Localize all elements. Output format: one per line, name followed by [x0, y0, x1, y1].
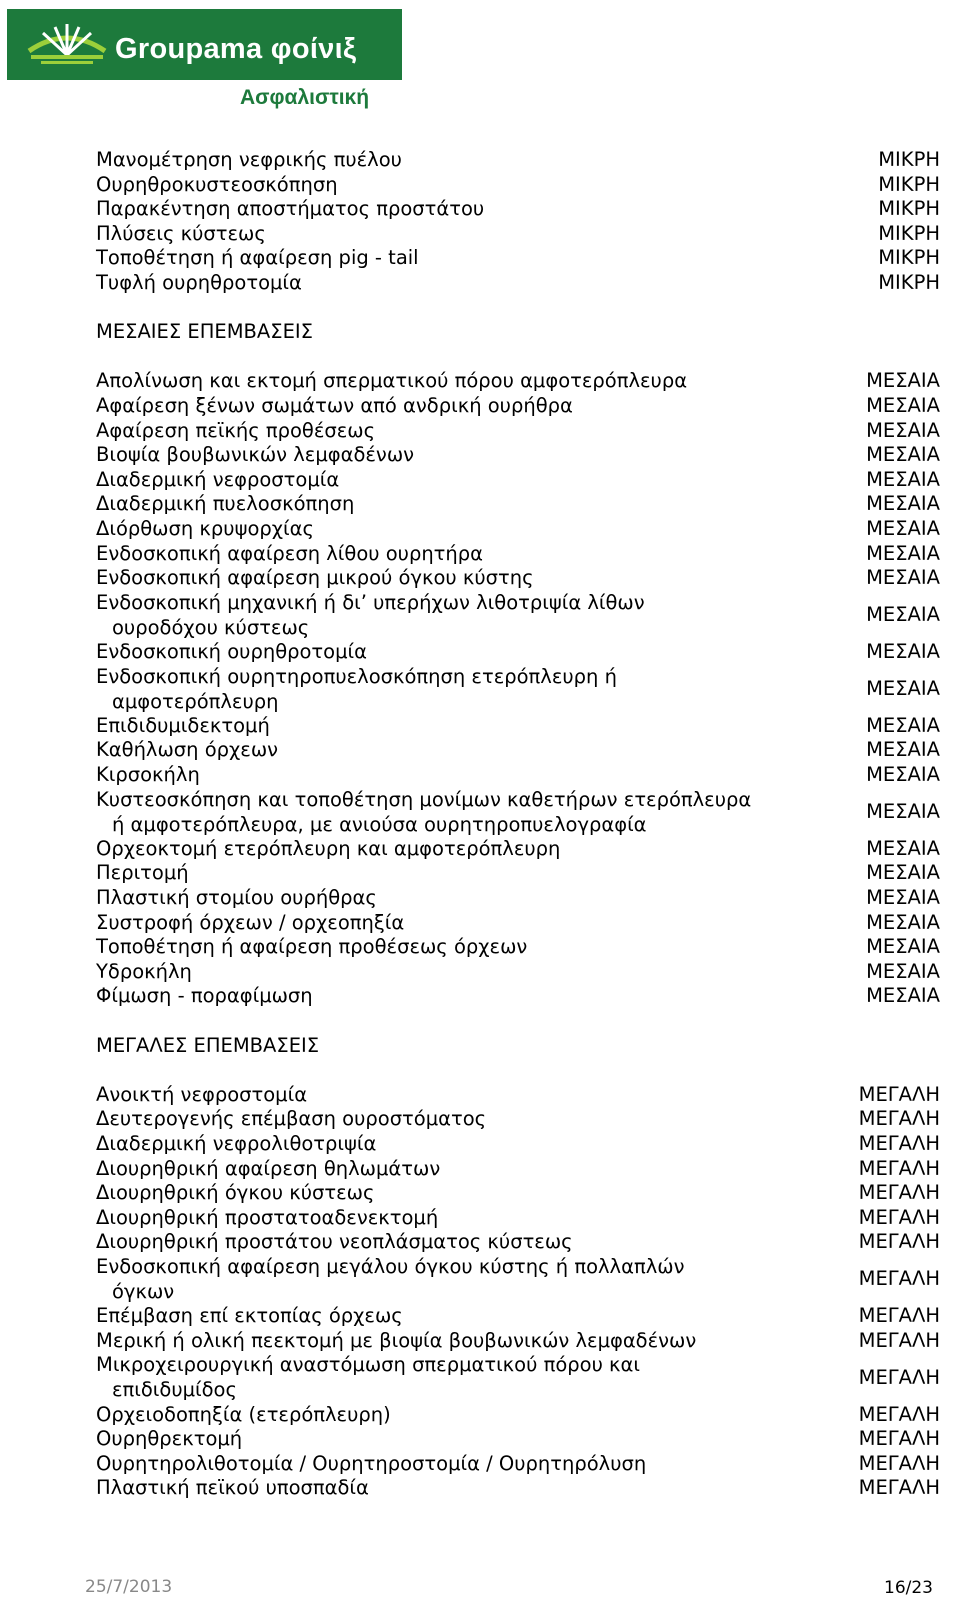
procedure-row — [96, 467, 956, 492]
procedure-name-line: Φίμωση - ποραφίμωση — [96, 984, 313, 1008]
procedure-row — [96, 860, 956, 885]
procedure-name-line: Μερική ή ολική πεεκτομή με βιοψία βουβωνικών λεμφαδένων — [96, 1328, 697, 1352]
procedure-name-line: Επέμβαση επί εκτοπίας όρχεως — [96, 1304, 403, 1328]
sun-logo-icon — [27, 21, 107, 67]
procedure-name — [96, 1156, 776, 1181]
procedure-name — [96, 664, 776, 714]
procedure-name-line: Ουρηθρεκτομή — [96, 1427, 243, 1451]
severity-category: ΜΕΣΑΙΑ — [866, 467, 940, 491]
procedure-name — [96, 221, 776, 246]
procedure-name — [96, 983, 776, 1008]
severity-category: ΜΕΣΑΙΑ — [866, 713, 940, 737]
procedure-name — [96, 442, 776, 467]
procedure-name-line: Διαδερμική νεφροστομία — [96, 467, 340, 491]
procedure-name-line: Ενδοσκοπική ουρητηροπυελοσκόπηση ετερόπλευρη ή — [96, 664, 617, 688]
procedure-row — [96, 910, 956, 935]
procedure-name — [96, 1402, 776, 1427]
severity-category: ΜΕΓΑΛΗ — [858, 1476, 940, 1500]
procedure-name — [96, 959, 776, 984]
procedure-row — [96, 1303, 956, 1328]
procedure-name-line: Δευτερογενής επέμβαση ουροστόματος — [96, 1107, 487, 1131]
procedure-row — [96, 1156, 956, 1181]
procedure-name — [96, 1229, 776, 1254]
severity-category: ΜΕΣΑΙΑ — [866, 763, 940, 786]
procedure-row — [96, 590, 956, 639]
procedure-row — [96, 885, 956, 910]
severity-category: ΜΕΓΑΛΗ — [858, 1181, 940, 1205]
procedure-name-line: Αφαίρεση ξένων σωμάτων από ανδρική ουρήθρα — [96, 394, 573, 417]
severity-category: ΜΕΣΑΙΑ — [866, 443, 940, 467]
procedure-name-line: Κυστεοσκόπηση και τοποθέτηση μονίμων καθετήρων ετερόπλευρα — [96, 787, 752, 811]
severity-category: ΜΕΣΑΙΑ — [866, 603, 940, 627]
procedure-name-line: Ενδοσκοπική αφαίρεση μικρού όγκου κύστης — [96, 566, 534, 590]
procedure-name — [96, 639, 776, 664]
severity-category: ΜΕΓΑΛΗ — [858, 1082, 940, 1106]
severity-category: ΜΕΣΑΙΑ — [866, 369, 940, 393]
severity-category: ΜΕΓΑΛΗ — [858, 1267, 940, 1291]
procedure-name — [96, 787, 776, 837]
procedure-name-line: Τοποθέτηση ή αφαίρεση pig - tail — [96, 246, 419, 270]
procedure-name — [96, 491, 776, 516]
procedure-name — [96, 541, 776, 566]
section-heading: ΜΕΣΑΙΕΣ ΕΠΕΜΒΑΣΕΙΣ — [96, 320, 313, 344]
procedure-name — [96, 368, 776, 393]
procedure-name-line: Ενδοσκοπική αφαίρεση μεγάλου όγκου κύστης ή πολλαπλών — [96, 1255, 685, 1278]
severity-category: ΜΕΣΑΙΑ — [866, 861, 940, 885]
severity-category: ΜΕΓΑΛΗ — [858, 1328, 940, 1352]
procedure-name-line: Διαδερμική νεφρολιθοτριψία — [96, 1132, 377, 1155]
severity-category: ΜΕΣΑΙΑ — [866, 492, 940, 516]
severity-category: ΜΕΣΑΙΑ — [866, 676, 940, 700]
procedure-row — [96, 1328, 956, 1353]
severity-category: ΜΕΓΑΛΗ — [858, 1132, 940, 1155]
procedure-name-line: Πλαστική στομίου ουρήθρας — [96, 886, 377, 909]
procedure-name-line: Ενδοσκοπική αφαίρεση λίθου ουρητήρα — [96, 541, 484, 565]
procedure-name — [96, 1254, 776, 1304]
procedure-name — [96, 1180, 776, 1205]
procedure-name — [96, 934, 776, 959]
procedure-name-line: Ανοικτή νεφροστομία — [96, 1082, 308, 1106]
procedure-name-line: Τυφλή ουρηθροτομία — [96, 271, 302, 294]
procedure-row — [96, 959, 956, 984]
procedure-name — [96, 1328, 776, 1353]
procedure-row — [96, 565, 956, 590]
procedure-name — [96, 418, 776, 443]
procedure-name — [96, 1106, 776, 1131]
procedure-name-line: όγκων — [112, 1280, 175, 1303]
procedure-name — [96, 1475, 776, 1500]
procedure-row — [96, 221, 956, 246]
procedure-name — [96, 245, 776, 270]
procedure-name — [96, 1303, 776, 1328]
severity-category: ΜΕΣΑΙΑ — [866, 738, 940, 762]
severity-category: ΜΕΣΑΙΑ — [866, 418, 940, 442]
procedure-name-line: Παρακέντηση αποστήματος προστάτου — [96, 197, 485, 221]
procedure-row — [96, 1082, 956, 1107]
procedure-row — [96, 516, 956, 541]
procedure-row — [96, 541, 956, 566]
procedure-name — [96, 467, 776, 492]
procedure-name — [96, 1426, 776, 1451]
footer-date: 25/7/2013 — [85, 1577, 173, 1597]
page-number: 16/23 — [884, 1578, 933, 1598]
severity-category: ΜΙΚΡΗ — [878, 246, 940, 270]
procedure-name-line: Ουρητηρολιθοτομία / Ουρητηροστομία / Ουρητηρόλυση — [96, 1451, 647, 1475]
procedure-row — [96, 836, 956, 861]
severity-category: ΜΕΓΑΛΗ — [858, 1107, 940, 1131]
procedure-row — [96, 172, 956, 197]
procedure-name-line: Διουρηθρική προστάτου νεοπλάσματος κύστεως — [96, 1230, 573, 1254]
procedure-name-line: αμφοτερόπλευρη — [112, 689, 279, 713]
procedure-name — [96, 1082, 776, 1107]
procedure-row — [96, 491, 956, 516]
severity-category: ΜΕΓΑΛΗ — [858, 1451, 940, 1475]
procedure-name-line: Περιτομή — [96, 861, 189, 885]
severity-category: ΜΙΚΡΗ — [878, 148, 940, 171]
procedure-name-line: Ενδοσκοπική μηχανική ή δι’ υπερήχων λιθοτριψία λίθων — [96, 590, 645, 614]
severity-category: ΜΙΚΡΗ — [878, 197, 940, 221]
severity-category: ΜΕΣΑΙΑ — [866, 959, 940, 983]
procedure-name-line: Ορχεοκτομή ετερόπλευρη και αμφοτερόπλευρη — [96, 836, 561, 860]
procedure-row — [96, 393, 956, 418]
procedure-name-line: Ορχειοδοπηξία (ετερόπλευρη) — [96, 1402, 391, 1426]
severity-category: ΜΕΣΑΙΑ — [866, 394, 940, 417]
procedure-name-line: Τοποθέτηση ή αφαίρεση προθέσεως όρχεων — [96, 935, 528, 959]
procedure-name-line: ουροδόχου κύστεως — [112, 615, 310, 639]
procedure-row — [96, 147, 956, 172]
severity-category: ΜΕΣΑΙΑ — [866, 910, 940, 934]
procedure-row — [96, 1352, 956, 1401]
procedure-name — [96, 516, 776, 541]
procedure-name-line: Πλαστική πεϊκού υποσπαδία — [96, 1476, 369, 1500]
procedure-row — [96, 1475, 956, 1500]
procedure-row — [96, 1426, 956, 1451]
procedure-row — [96, 442, 956, 467]
procedure-name-line: Διουρηθρική αφαίρεση θηλωμάτων — [96, 1156, 441, 1180]
procedure-name — [96, 172, 776, 197]
procedure-name — [96, 565, 776, 590]
severity-category: ΜΕΣΑΙΑ — [866, 886, 940, 909]
procedure-row — [96, 368, 956, 393]
procedure-name — [96, 737, 776, 762]
severity-category: ΜΕΣΑΙΑ — [866, 517, 940, 540]
procedure-row — [96, 762, 956, 787]
procedure-name-line: Συστροφή όρχεων / ορχεοπηξία — [96, 910, 405, 934]
procedure-row — [96, 713, 956, 738]
severity-category: ΜΕΓΑΛΗ — [858, 1230, 940, 1254]
procedure-name — [96, 836, 776, 861]
procedure-name-line: ή αμφοτερόπλευρα, με ανιούσα ουρητηροπυελογραφία — [112, 812, 647, 836]
procedure-row — [96, 1254, 956, 1303]
company-logo — [7, 9, 402, 80]
severity-category: ΜΕΓΑΛΗ — [858, 1402, 940, 1426]
procedure-name — [96, 762, 776, 787]
logo-subtitle: Ασφαλιστική — [240, 86, 370, 109]
procedure-row — [96, 1451, 956, 1476]
procedure-name — [96, 885, 776, 910]
procedure-name — [96, 860, 776, 885]
procedure-row — [96, 639, 956, 664]
procedure-row — [96, 1402, 956, 1427]
procedure-name-line: Μανομέτρηση νεφρικής πυέλου — [96, 148, 402, 171]
procedure-name-line: Διουρηθρική προστατοαδενεκτομή — [96, 1205, 439, 1229]
severity-category: ΜΙΚΡΗ — [878, 221, 940, 245]
procedure-name-line: Βιοψία βουβωνικών λεμφαδένων — [96, 443, 415, 467]
procedure-name-line: Διαδερμική πυελοσκόπηση — [96, 492, 355, 516]
procedure-name-line: Αφαίρεση πεϊκής προθέσεως — [96, 418, 376, 442]
procedure-name-line: Επιδιδυμιδεκτομή — [96, 713, 270, 737]
procedure-name — [96, 590, 776, 640]
section-heading: ΜΕΓΑΛΕΣ ΕΠΕΜΒΑΣΕΙΣ — [96, 1033, 320, 1057]
procedure-row — [96, 1106, 956, 1131]
procedure-row — [96, 270, 956, 295]
procedure-row — [96, 1205, 956, 1230]
procedure-row — [96, 1229, 956, 1254]
procedure-name-line: Πλύσεις κύστεως — [96, 221, 266, 245]
procedure-row — [96, 737, 956, 762]
procedure-row — [96, 196, 956, 221]
procedure-name — [96, 1205, 776, 1230]
procedure-row — [96, 1180, 956, 1205]
severity-category: ΜΕΣΑΙΑ — [866, 935, 940, 959]
severity-category: ΜΕΣΑΙΑ — [866, 836, 940, 860]
severity-category: ΜΕΓΑΛΗ — [858, 1205, 940, 1229]
procedure-row — [96, 664, 956, 713]
severity-category: ΜΙΚΡΗ — [878, 172, 940, 196]
procedure-name — [96, 910, 776, 935]
severity-category: ΜΕΣΑΙΑ — [866, 566, 940, 590]
procedure-name — [96, 270, 776, 295]
procedure-name-line: Διόρθωση κρυψορχίας — [96, 517, 314, 540]
severity-category: ΜΕΣΑΙΑ — [866, 541, 940, 565]
severity-category: ΜΙΚΡΗ — [878, 271, 940, 294]
procedure-name — [96, 393, 776, 418]
procedure-name — [96, 1451, 776, 1476]
procedure-name-line: Κιρσοκήλη — [96, 763, 200, 786]
severity-category: ΜΕΓΑΛΗ — [858, 1427, 940, 1451]
severity-category: ΜΕΣΑΙΑ — [866, 799, 940, 823]
procedure-name — [96, 147, 776, 172]
procedure-row — [96, 934, 956, 959]
severity-category: ΜΕΓΑΛΗ — [858, 1304, 940, 1328]
procedure-name — [96, 1352, 776, 1402]
procedure-name-line: Διουρηθρική όγκου κύστεως — [96, 1181, 375, 1205]
procedure-row — [96, 983, 956, 1008]
procedure-row — [96, 1131, 956, 1156]
procedure-name-line: επιδιδυμίδος — [112, 1378, 237, 1402]
logo-text: Groupama φοίνιξ — [115, 33, 357, 65]
procedure-row — [96, 418, 956, 443]
severity-category: ΜΕΣΑΙΑ — [866, 984, 940, 1008]
procedure-name — [96, 713, 776, 738]
procedure-name — [96, 1131, 776, 1156]
procedure-name-line: Ουρηθροκυστεοσκόπηση — [96, 172, 338, 196]
procedure-name — [96, 196, 776, 221]
severity-category: ΜΕΓΑΛΗ — [858, 1365, 940, 1389]
procedure-name-line: Ενδοσκοπική ουρηθροτομία — [96, 640, 367, 663]
procedure-row — [96, 787, 956, 836]
procedure-name-line: Καθήλωση όρχεων — [96, 738, 279, 762]
severity-category: ΜΕΣΑΙΑ — [866, 640, 940, 663]
procedure-row — [96, 245, 956, 270]
procedure-name-line: Μικροχειρουργική αναστόμωση σπερματικού πόρου και — [96, 1353, 640, 1377]
procedure-name-line: Υδροκήλη — [96, 959, 192, 983]
severity-category: ΜΕΓΑΛΗ — [858, 1156, 940, 1180]
procedure-name-line: Απολίνωση και εκτομή σπερματικού πόρου αμφοτερόπλευρα — [96, 369, 688, 393]
